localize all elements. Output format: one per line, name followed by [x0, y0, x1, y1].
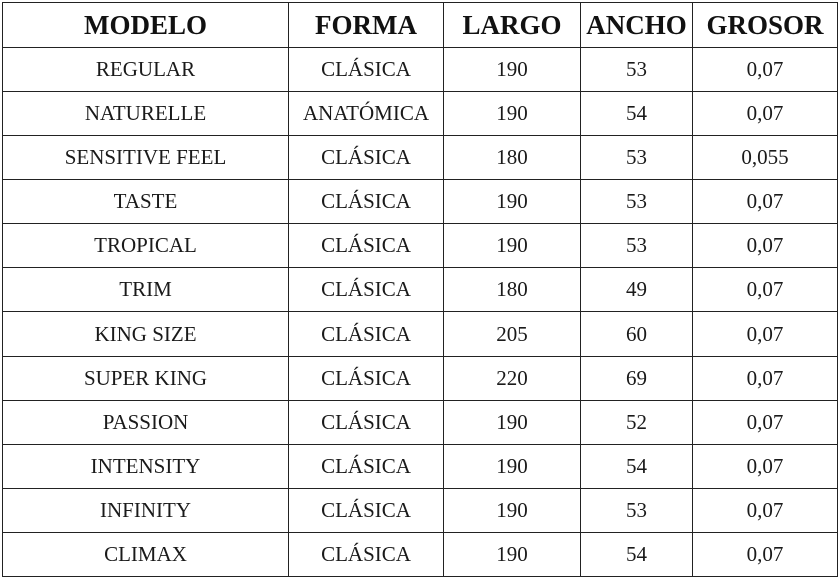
cell-forma: CLÁSICA: [289, 312, 444, 356]
cell-grosor: 0,07: [693, 400, 838, 444]
cell-ancho: 53: [581, 180, 693, 224]
cell-largo: 190: [444, 92, 581, 136]
cell-forma: CLÁSICA: [289, 48, 444, 92]
cell-largo: 190: [444, 532, 581, 576]
table-row: [3, 488, 838, 532]
cell-modelo: INTENSITY: [3, 444, 289, 488]
cell-grosor: 0,07: [693, 224, 838, 268]
cell-modelo: SENSITIVE FEEL: [3, 136, 289, 180]
cell-grosor: 0,07: [693, 488, 838, 532]
cell-modelo: TROPICAL: [3, 224, 289, 268]
cell-largo: 190: [444, 444, 581, 488]
header-row: [3, 3, 838, 48]
cell-grosor: 0,07: [693, 268, 838, 312]
table-row: [3, 312, 838, 356]
header-ancho: ANCHO: [581, 3, 693, 48]
header-largo: LARGO: [444, 3, 581, 48]
header-forma: FORMA: [289, 3, 444, 48]
table-row: [3, 444, 838, 488]
cell-ancho: 53: [581, 224, 693, 268]
cell-grosor: 0,07: [693, 312, 838, 356]
table-row: [3, 268, 838, 312]
table-row: [3, 400, 838, 444]
cell-modelo: SUPER KING: [3, 356, 289, 400]
cell-grosor: 0,07: [693, 532, 838, 576]
cell-largo: 190: [444, 224, 581, 268]
cell-largo: 190: [444, 180, 581, 224]
header-grosor: GROSOR: [693, 3, 838, 48]
cell-modelo: TASTE: [3, 180, 289, 224]
cell-grosor: 0,07: [693, 92, 838, 136]
cell-forma: CLÁSICA: [289, 268, 444, 312]
cell-modelo: PASSION: [3, 400, 289, 444]
cell-forma: CLÁSICA: [289, 488, 444, 532]
cell-modelo: INFINITY: [3, 488, 289, 532]
cell-largo: 180: [444, 268, 581, 312]
cell-ancho: 52: [581, 400, 693, 444]
cell-largo: 190: [444, 400, 581, 444]
spec-table: [2, 2, 838, 577]
table-row: [3, 92, 838, 136]
cell-ancho: 54: [581, 444, 693, 488]
cell-forma: ANATÓMICA: [289, 92, 444, 136]
cell-grosor: 0,07: [693, 444, 838, 488]
cell-modelo: CLIMAX: [3, 532, 289, 576]
cell-forma: CLÁSICA: [289, 532, 444, 576]
cell-forma: CLÁSICA: [289, 444, 444, 488]
cell-forma: CLÁSICA: [289, 356, 444, 400]
cell-ancho: 54: [581, 532, 693, 576]
table-row: [3, 180, 838, 224]
table-row: [3, 224, 838, 268]
cell-forma: CLÁSICA: [289, 224, 444, 268]
cell-largo: 180: [444, 136, 581, 180]
table-row: [3, 136, 838, 180]
table-row: [3, 48, 838, 92]
cell-ancho: 54: [581, 92, 693, 136]
cell-ancho: 60: [581, 312, 693, 356]
cell-grosor: 0,07: [693, 48, 838, 92]
cell-modelo: NATURELLE: [3, 92, 289, 136]
cell-forma: CLÁSICA: [289, 180, 444, 224]
cell-forma: CLÁSICA: [289, 400, 444, 444]
cell-modelo: TRIM: [3, 268, 289, 312]
cell-forma: CLÁSICA: [289, 136, 444, 180]
cell-modelo: REGULAR: [3, 48, 289, 92]
cell-grosor: 0,055: [693, 136, 838, 180]
table-row: [3, 532, 838, 576]
cell-largo: 190: [444, 48, 581, 92]
cell-ancho: 53: [581, 136, 693, 180]
cell-ancho: 53: [581, 48, 693, 92]
cell-grosor: 0,07: [693, 356, 838, 400]
cell-ancho: 49: [581, 268, 693, 312]
cell-modelo: KING SIZE: [3, 312, 289, 356]
cell-largo: 205: [444, 312, 581, 356]
cell-largo: 190: [444, 488, 581, 532]
cell-ancho: 53: [581, 488, 693, 532]
cell-largo: 220: [444, 356, 581, 400]
table-row: [3, 356, 838, 400]
cell-grosor: 0,07: [693, 180, 838, 224]
cell-ancho: 69: [581, 356, 693, 400]
header-modelo: MODELO: [3, 3, 289, 48]
